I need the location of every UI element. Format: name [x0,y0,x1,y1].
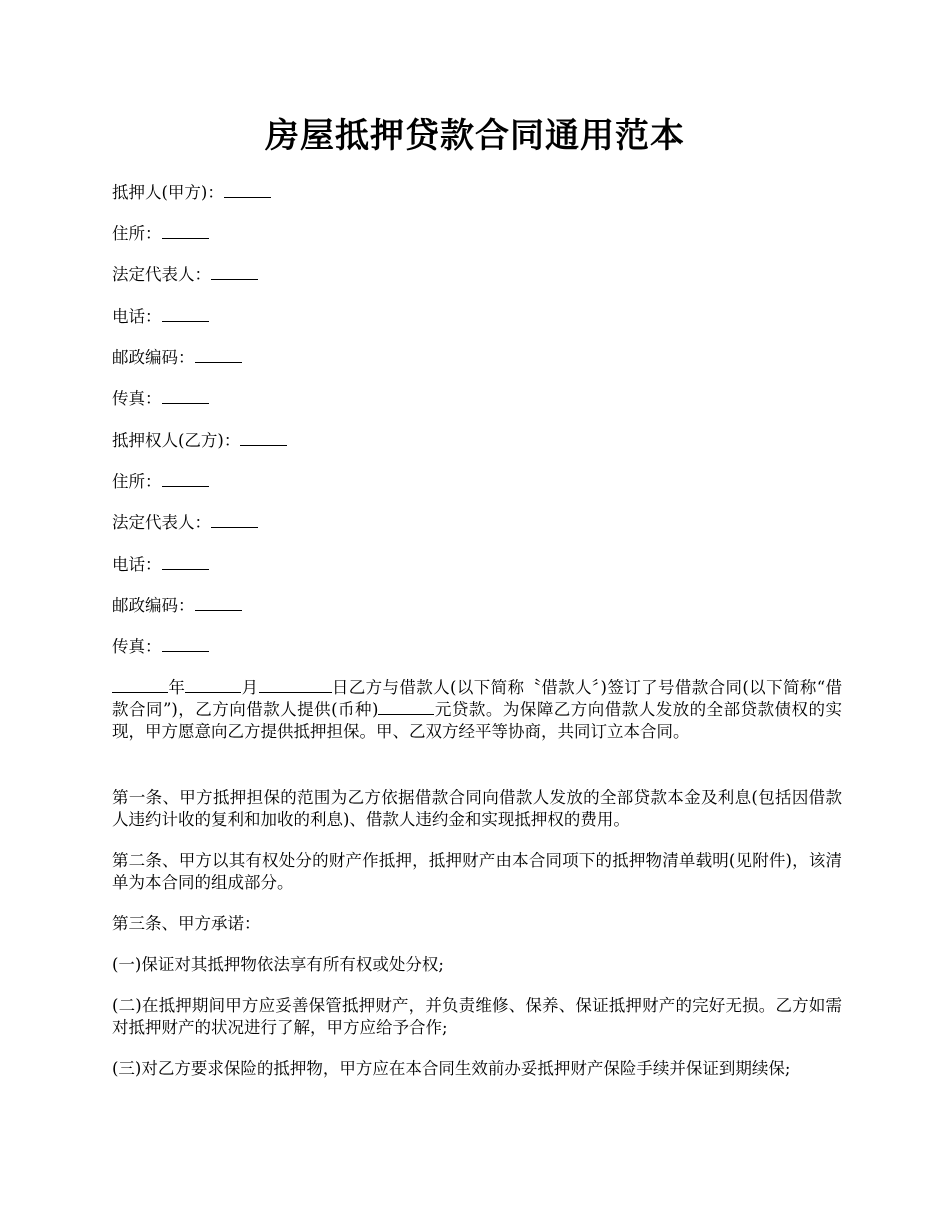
party-b-fax-line [112,635,209,659]
blank-field [162,636,209,652]
party-a-postcode-label: 邮政编码： [112,348,195,367]
article-3-item-2: (二)在抵押期间甲方应妥善保管抵押财产，并负责维修、保养、保证抵押财产的完好无损。乙方如需对抵押财产的状况进行了解，甲方应给予合作; [112,996,842,1037]
blank-field [211,512,258,528]
year-label: 年 [168,678,186,697]
blank-field [162,388,209,404]
blank-field [162,306,209,322]
party-b-postcode-label: 邮政编码： [112,596,195,615]
party-a-postcode-line [112,346,242,370]
article-1: 第一条、甲方抵押担保的范围为乙方依据借款合同向借款人发放的全部贷款本金及利息(包括因借款人违约计收的复利和加收的利息)、借款人违约金和实现抵押权的费用。 [112,788,842,829]
party-b-label: 抵押权人(乙方)： [112,431,241,450]
party-a-rep-line [112,263,258,287]
document-title: 房屋抵押贷款合同通用范本 [265,116,685,156]
intro-text-a: 日乙方与借款人(以下简称〝借款人〞)签订了号借款合同(以下简称“借款合同”)，乙方向借款人提供(币种) [112,678,843,719]
blank-field [112,677,168,693]
intro-paragraph [112,677,842,743]
blank-field [224,182,271,198]
party-a-phone-line [112,305,209,329]
party-a-rep-label: 法定代表人： [112,265,211,284]
article-3: 第三条、甲方承诺： [112,914,261,933]
party-b-phone-label: 电话： [112,555,162,574]
party-a-line [112,181,271,205]
party-a-address-line [112,222,209,246]
blank-field [240,430,287,446]
article-3-item-1: (一)保证对其抵押物依法享有所有权或处分权; [112,955,444,974]
month-label: 月 [241,678,259,697]
blank-field [185,677,241,693]
party-b-line [112,429,287,453]
party-b-address-line [112,470,209,494]
party-b-postcode-line [112,594,242,618]
blank-field [162,471,209,487]
party-a-label: 抵押人(甲方)： [112,183,224,202]
party-a-address-label: 住所： [112,224,162,243]
party-a-phone-label: 电话： [112,307,162,326]
intro-text-b: 元贷款。为保障乙方向借款人发放的全部贷款债权的实现，甲方愿意向乙方提供抵押担保。甲、乙双方经平等协商，共同订立本合同。 [112,700,843,741]
blank-field [195,595,242,611]
party-a-fax-line [112,387,209,411]
blank-field [195,347,242,363]
party-a-fax-label: 传真： [112,389,162,408]
party-b-phone-line [112,553,209,577]
blank-field [162,223,209,239]
article-3-item-3: (三)对乙方要求保险的抵押物，甲方应在本合同生效前办妥抵押财产保险手续并保证到期续保; [112,1059,791,1078]
blank-field [378,699,434,715]
party-b-rep-line [112,511,258,535]
party-b-fax-label: 传真： [112,637,162,656]
article-2: 第二条、甲方以其有权处分的财产作抵押，抵押财产由本合同项下的抵押物清单载明(见附件)，该清单为本合同的组成部分。 [112,851,842,892]
blank-field [162,554,209,570]
blank-field [211,264,258,280]
party-b-address-label: 住所： [112,472,162,491]
blank-field [259,677,332,693]
party-b-rep-label: 法定代表人： [112,513,211,532]
